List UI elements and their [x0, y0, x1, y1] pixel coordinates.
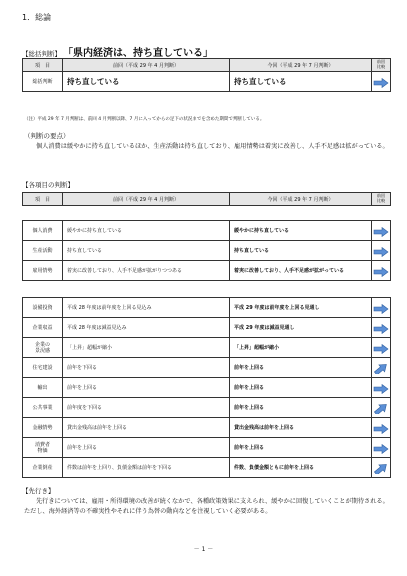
item-label: 生産活動 [23, 241, 63, 261]
summary-row-label: 総括判断 [23, 72, 63, 92]
arrow-up-right-icon [373, 404, 389, 414]
summary-note: （注）平成 29 年 7 月判断は、前回 4 月判断以降、7 月に入ってからの足下の状況までを含めた期間で判断している。 [24, 117, 265, 122]
arrow-right-icon [373, 324, 389, 334]
items-group1-table [22, 220, 391, 281]
item-row [23, 378, 391, 398]
item-prev: 前年を上回る [63, 438, 230, 458]
items-header-item: 項 目 [23, 193, 63, 206]
item-curr: 着実に改善しており、人手不足感が拡がっている [230, 261, 372, 281]
arrow-right-icon [373, 424, 389, 434]
item-row [23, 398, 391, 418]
assessment-label: （判断の要点） [24, 132, 70, 140]
items-header-curr: 今回（平成 29 年 7 月判断） [230, 193, 372, 206]
arrow-right-icon [373, 344, 389, 354]
item-compare [372, 418, 391, 438]
summary-tag: 【総括判断】 [22, 50, 61, 58]
summary-headline: 「県内経済は、持ち直している」 [63, 48, 213, 59]
item-compare [372, 318, 391, 338]
item-label: 住宅建設 [23, 358, 63, 378]
summary-header-prev: 前回（平成 29 年 4 月判断） [63, 59, 230, 72]
item-curr: 平成 29 年度は前年度を上回る見通し [230, 298, 372, 318]
arrow-right-icon [373, 247, 389, 257]
item-row [23, 318, 391, 338]
item-curr: 前年を上回る [230, 438, 372, 458]
item-row [23, 241, 391, 261]
summary-row-prev: 持ち直している [63, 72, 230, 92]
section-heading: 1．総論 [22, 13, 52, 22]
item-label: 企業の 景況感 [23, 338, 63, 358]
items-header-compare [372, 193, 391, 206]
item-label: 金融情勢 [23, 418, 63, 438]
item-row [23, 221, 391, 241]
arrow-right-icon [373, 304, 389, 314]
item-label: 消費者 物価 [23, 438, 63, 458]
arrow-up-right-icon [373, 364, 389, 374]
summary-header-compare [372, 59, 391, 72]
arrow-right-icon [373, 444, 389, 454]
summary-header-curr: 今回（平成 29 年 7 月判断） [230, 59, 372, 72]
summary-row-compare [372, 72, 391, 92]
item-label: 設備投資 [23, 298, 63, 318]
item-prev: 件数は前年を上回り、負債金額は前年を下回る [63, 458, 230, 478]
item-prev: 平成 28 年度は前年度を上回る見込み [63, 298, 230, 318]
item-label: 雇用情勢 [23, 261, 63, 281]
summary-headline-row [22, 44, 213, 59]
summary-table [22, 58, 391, 92]
assessment-text: 個人消費は緩やかに持ち直しているほか、生産活動は持ち直しており、雇用情勢は着実に改善し、人手不足感は拡がっている。 [36, 143, 389, 150]
item-prev: 持ち直している [63, 241, 230, 261]
item-prev: 「上昇」超幅が縮小 [63, 338, 230, 358]
item-compare [372, 458, 391, 478]
arrow-right-icon [373, 227, 389, 237]
item-curr: 貸出金残高は前年を上回る [230, 418, 372, 438]
summary-header-item: 項 目 [23, 59, 63, 72]
compare-label: 前回 比較 [376, 193, 386, 203]
item-label: 公共事業 [23, 398, 63, 418]
item-prev: 平成 28 年度は減益見込み [63, 318, 230, 338]
item-curr: 持ち直している [230, 241, 372, 261]
item-compare [372, 378, 391, 398]
compare-label: 前回 比較 [376, 59, 386, 69]
item-prev: 貸出金残高は前年を上回る [63, 418, 230, 438]
item-curr: 前年を上回る [230, 398, 372, 418]
item-row [23, 358, 391, 378]
item-compare [372, 338, 391, 358]
item-row [23, 418, 391, 438]
item-prev: 前年度を下回る [63, 398, 230, 418]
item-row [23, 458, 391, 478]
item-label: 個人消費 [23, 221, 63, 241]
items-header-table [22, 192, 391, 206]
item-row [23, 338, 391, 358]
item-curr: 緩やかに持ち直している [230, 221, 372, 241]
item-curr: 前年を上回る [230, 378, 372, 398]
items-group2-table [22, 297, 391, 478]
item-prev: 緩やかに持ち直している [63, 221, 230, 241]
arrow-up-right-icon [373, 464, 389, 474]
outlook-text: 先行きについては、雇用・所得環境の改善が続くなかで、各種政策効果に支えられ、緩やかに回復していくことが期待される。ただし、海外経済等の不確実性やそれに伴う為替の動向などを注視していく必要がある。 [24, 498, 389, 515]
item-curr: 「上昇」超幅が縮小 [230, 338, 372, 358]
item-compare [372, 438, 391, 458]
item-compare [372, 358, 391, 378]
item-compare [372, 261, 391, 281]
item-row [23, 298, 391, 318]
item-curr: 前年を上回る [230, 358, 372, 378]
item-compare [372, 298, 391, 318]
page-number: － 1 － [193, 546, 214, 553]
outlook-label: 【先行き】 [22, 487, 55, 495]
summary-row-curr: 持ち直している [230, 72, 372, 92]
item-compare [372, 241, 391, 261]
item-compare [372, 221, 391, 241]
item-prev: 前年を上回る [63, 378, 230, 398]
item-prev: 着実に改善しており、人手不足感が拡がりつつある [63, 261, 230, 281]
arrow-right-icon [373, 78, 389, 88]
arrow-right-icon [373, 267, 389, 277]
items-header-prev: 前回（平成 29 年 4 月判断） [63, 193, 230, 206]
item-compare [372, 398, 391, 418]
item-row [23, 438, 391, 458]
item-label: 企業倒産 [23, 458, 63, 478]
item-prev: 前年を下回る [63, 358, 230, 378]
item-label: 企業収益 [23, 318, 63, 338]
item-label: 輸出 [23, 378, 63, 398]
arrow-right-icon [373, 384, 389, 394]
item-row [23, 261, 391, 281]
item-curr: 平成 29 年度は減益見通し [230, 318, 372, 338]
items-label: 【各項目の判断】 [22, 181, 74, 189]
item-curr: 件数、負債金額ともに前年を上回る [230, 458, 372, 478]
